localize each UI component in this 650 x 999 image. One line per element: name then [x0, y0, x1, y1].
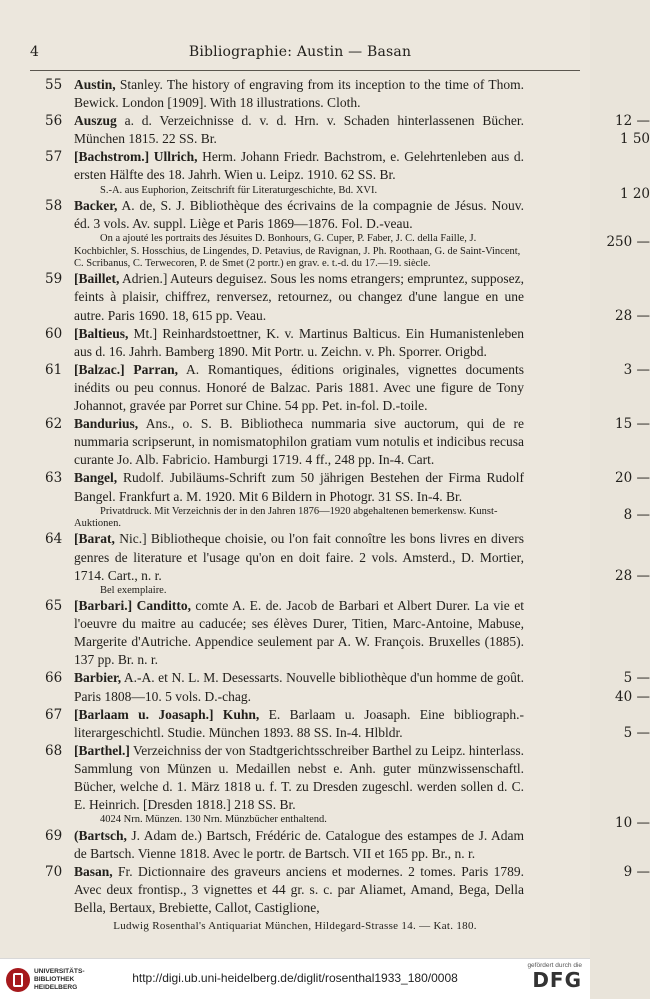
catalog-entry [45, 197, 650, 270]
entry-description: Adrien.] Auteurs deguisez. Sous les noms etrangers; empruntez, supposez, feints à plaisir, chiffrez, renversez, retournez, ou changez d'une langue en une autre. Paris 1690. 18, 615 pp. Veau. [74, 271, 524, 323]
entry-price: 5 — [623, 724, 650, 741]
entry-price: 5 — [623, 670, 650, 687]
entry-price: 9 — [623, 863, 650, 880]
catalog-entry [45, 706, 650, 742]
dfg-funder-caption: gefördert durch die [527, 962, 582, 969]
page-footer: Ludwig Rosenthal's Antiquariat München, Hildegard-Strasse 14. — Kat. 180. [113, 920, 477, 932]
entry-heading: [Barthel.] [74, 742, 130, 758]
entry-price: 3 — [623, 361, 650, 378]
entry-description: Fr. Dictionnaire des graveurs anciens et modernes. 2 tomes. Paris 1789. Avec deux frontisp., 3 vignettes et 44 gr. s. c. par Aliamet, Amand, Bega, Della Bella, Bertaux, Brebiette, Callot, Castiglione, [74, 863, 524, 915]
entry-description: Herm. Johann Friedr. Bachstrom, e. Gelehrtenleben aus d. ersten Hälfte des 18. Jahrh. Wien u. Leipz. 1910. 62 SS. Br. [74, 149, 524, 183]
entry-heading: [Balzac.] Parran, [74, 361, 178, 377]
entry-price: 1 20 [619, 185, 650, 202]
entry-price: 10 — [615, 815, 650, 832]
entry-number: 68 [45, 742, 63, 759]
entry-heading: [Barat, [74, 531, 115, 547]
catalog-entry [45, 742, 650, 832]
entry-heading: Basan, [74, 863, 113, 879]
entry-number: 59 [45, 271, 63, 288]
entry-description: Ans., o. S. B. Bibliotheca nummaria sive auctorum, qui de re nummaria scripserunt, in nomismatophilon gratiam vum notulis et indicibus recusa curante Jo. Alb. Fabricio. Hamburgi 1719. 4 ff., 248 pp. In-4. Cart. [74, 416, 524, 468]
entry-text [74, 742, 524, 814]
entry-text [74, 597, 524, 669]
entry-number: 65 [45, 598, 63, 615]
entry-note: Bel exemplaire. [100, 584, 167, 596]
entry-text [74, 669, 524, 705]
entry-description: Stanley. The history of engraving from its inception to the time of Thom. Bewick. London [1909]. With 18 illustrations. Cloth. [74, 77, 524, 111]
entry-price: 250 — [606, 234, 650, 251]
dfg-logo[interactable] [518, 962, 582, 996]
entry-text [74, 148, 524, 184]
entry-heading: Bandurius, [74, 416, 139, 432]
entry-description: Mt.] Reinhardstoettner, K. v. Martinus Balticus. Ein Humanistenleben aus d. 16. Jahrh. Bamberg 1890. Mit Portr. u. Zeichn. v. Ph. Sporrer. Origbd. [74, 325, 524, 359]
entry-number: 55 [45, 77, 63, 93]
entry-description: E. Barlaam u. Joasaph. Eine bibliograph.-literargeschichtl. Studie. München 1893. 88 SS. In-4. Hlbldr. [74, 706, 524, 740]
running-title: Bibliographie: Austin — Basan [188, 44, 412, 60]
entry-description: a. d. Verzeichnisse d. v. d. Hrn. v. Schaden hinterlassenen Bücher. München 1815. 22 SS. Br. [74, 113, 524, 147]
permalink-url[interactable]: http://digi.ub.uni-heidelberg.de/diglit/rosenthal1933_180/0008 [132, 971, 458, 985]
entry-note: On a ajouté les portraits des Jésuites D. Bonhours, G. Cuper, P. Faber, J. C. della Faille, J. Kochbichler, S. Hosschius, de Lingendes, D. Petavius, de Ravignan, J. Ph. Roothaan, G. de Saint-Vincent, C. Scribanus, C. Terwecoren, P. de Smet (2 portr.) en grav. e. t.-d. du 17.—19. siècle. [74, 233, 521, 269]
entry-text [74, 197, 524, 233]
entry-description: A. de, S. J. Bibliothèque des écrivains de la compagnie de Jésus. Nouv. éd. 3 vols. Av. suppl. Liège et Paris 1869—1876. Fol. D.-veau. [74, 197, 524, 232]
entry-price: 40 — [615, 688, 650, 705]
entry-price: 1 50 [619, 131, 650, 148]
entry-number: 61 [45, 361, 63, 378]
entry-number: 60 [45, 325, 63, 342]
entry-note: S.-A. aus Euphorion, Zeitschrift für Literaturgeschichte, Bd. XVI. [100, 184, 378, 196]
catalog-entry [45, 270, 650, 324]
entry-text [74, 469, 524, 505]
catalog-entry [45, 863, 524, 917]
entry-text [74, 415, 524, 469]
page-number: 4 [30, 44, 39, 60]
entry-price: 20 — [615, 470, 650, 487]
entry-description: Nic.] Bibliotheque choisie, ou l'on fait connoître les bons livres en divers genres de literature et l'usage qu'on en doit faire. 2 vols. Amsterd., D. Mortier, 1714. Cart., n. r. [74, 531, 524, 583]
entry-heading: Barbier, [74, 670, 122, 686]
entry-list [0, 76, 650, 917]
entry-text [74, 76, 524, 112]
entry-price: 12 — [615, 113, 650, 130]
entry-number: 56 [45, 113, 63, 130]
dfg-wordmark: DFG [532, 968, 582, 992]
entry-heading: [Baillet, [74, 271, 120, 287]
entry-heading: [Barbari.] Canditto, [74, 598, 191, 614]
entry-description: Verzeichniss der von Stadtgerichtsschreiber Barthel zu Leipz. hinterlass. Sammlung von Münzen u. Medaillen nebst e. Anh. guter münzwissenschaftl. Bücher, welche d. 1. März 1818 u. f. T. zu Dresden zugeschl. werden sollen d. C. E. Heinrich. [Dresden 1818.] 218 SS. Br. [74, 742, 524, 813]
catalog-entry [45, 469, 650, 530]
entry-price: 28 — [615, 567, 650, 584]
entry-heading: [Bachstrom.] Ullrich, [74, 149, 198, 165]
entry-number: 66 [45, 670, 63, 687]
entry-description: A.-A. et N. L. M. Desessarts. Nouvelle bibliothèque d'un homme de goût. Paris 1808—10. 5 vols. D.-chag. [74, 670, 524, 704]
library-logo-text: UNIVERSITÄTS- BIBLIOTHEK HEIDELBERG [34, 968, 85, 991]
entry-text [74, 530, 524, 584]
entry-heading: [Baltieus, [74, 325, 129, 341]
entry-heading: Auszug [74, 113, 117, 129]
header-rule [30, 70, 580, 71]
page-header [30, 44, 570, 64]
entry-text [74, 863, 524, 917]
entry-note: 4024 Nrn. Münzen. 130 Nrn. Münzbücher enthaltend. [100, 814, 327, 826]
entry-text [74, 706, 524, 742]
entry-text [74, 270, 524, 324]
entry-price: 15 — [615, 416, 650, 433]
entry-heading: [Barlaam u. Joasaph.] Kuhn, [74, 706, 260, 722]
entry-price: 8 — [623, 506, 650, 523]
entry-heading: Bangel, [74, 470, 118, 486]
entry-price: 28 — [615, 307, 650, 324]
entry-text [74, 325, 524, 361]
entry-text [74, 827, 524, 863]
entry-description: Rudolf. Jubiläums-Schrift zum 50 jährigen Bestehen der Firma Rudolf Bangel. Frankfurt a. M. 1920. Mit 6 Bildern in Photogr. 31 SS. In-4. Br. [74, 470, 524, 504]
entry-description: comte A. E. de. Jacob de Barbari et Albert Durer. La vie et l'oeuvre du maitre au caducée; ses élèves Durer, Titien, Marc-Antoine, Mabuse, Margerite d'Autriche. Appendice seulement par A. W. François. Bruxelles (1885). 137 pp. Br. n. r. [74, 598, 524, 668]
entry-heading: Backer, [74, 197, 118, 213]
entry-number: 57 [45, 149, 63, 166]
entry-number: 67 [45, 706, 63, 723]
entry-number: 70 [45, 863, 63, 880]
entry-heading: (Bartsch, [74, 827, 127, 843]
entry-number: 62 [45, 416, 63, 433]
catalog-entry [45, 148, 650, 202]
entry-number: 58 [45, 197, 63, 214]
entry-heading: Austin, [74, 77, 116, 92]
entry-number: 64 [45, 531, 63, 548]
catalog-entry [45, 669, 650, 705]
entry-number: 63 [45, 470, 63, 487]
entry-description: J. Adam de.) Bartsch, Frédéric de. Catalogue des estampes de J. Adam de Bartsch. Vienne 1818. Avec le portr. de Bartsch. VII et 165 pp. Br., n. r. [74, 827, 524, 861]
entry-text [74, 112, 524, 148]
entry-description: A. Romantiques, éditions originales, vignettes documents inédits ou peu connus. Honoré de Balzac. Paris 1881. Avec une figure de Tony Johannot, gravée par Porret sur Chine. 54 pp. Pet. in-fol. D.-toile. [74, 361, 525, 414]
viewer-bottom-bar [0, 958, 590, 999]
catalog-entry [45, 530, 650, 597]
entry-number: 69 [45, 827, 63, 844]
entry-text [74, 361, 524, 415]
entry-note: Privatdruck. Mit Verzeichnis der in den Jahren 1876—1920 abgehaltenen bemerkensw. Kunst-Auktionen. [74, 505, 498, 529]
